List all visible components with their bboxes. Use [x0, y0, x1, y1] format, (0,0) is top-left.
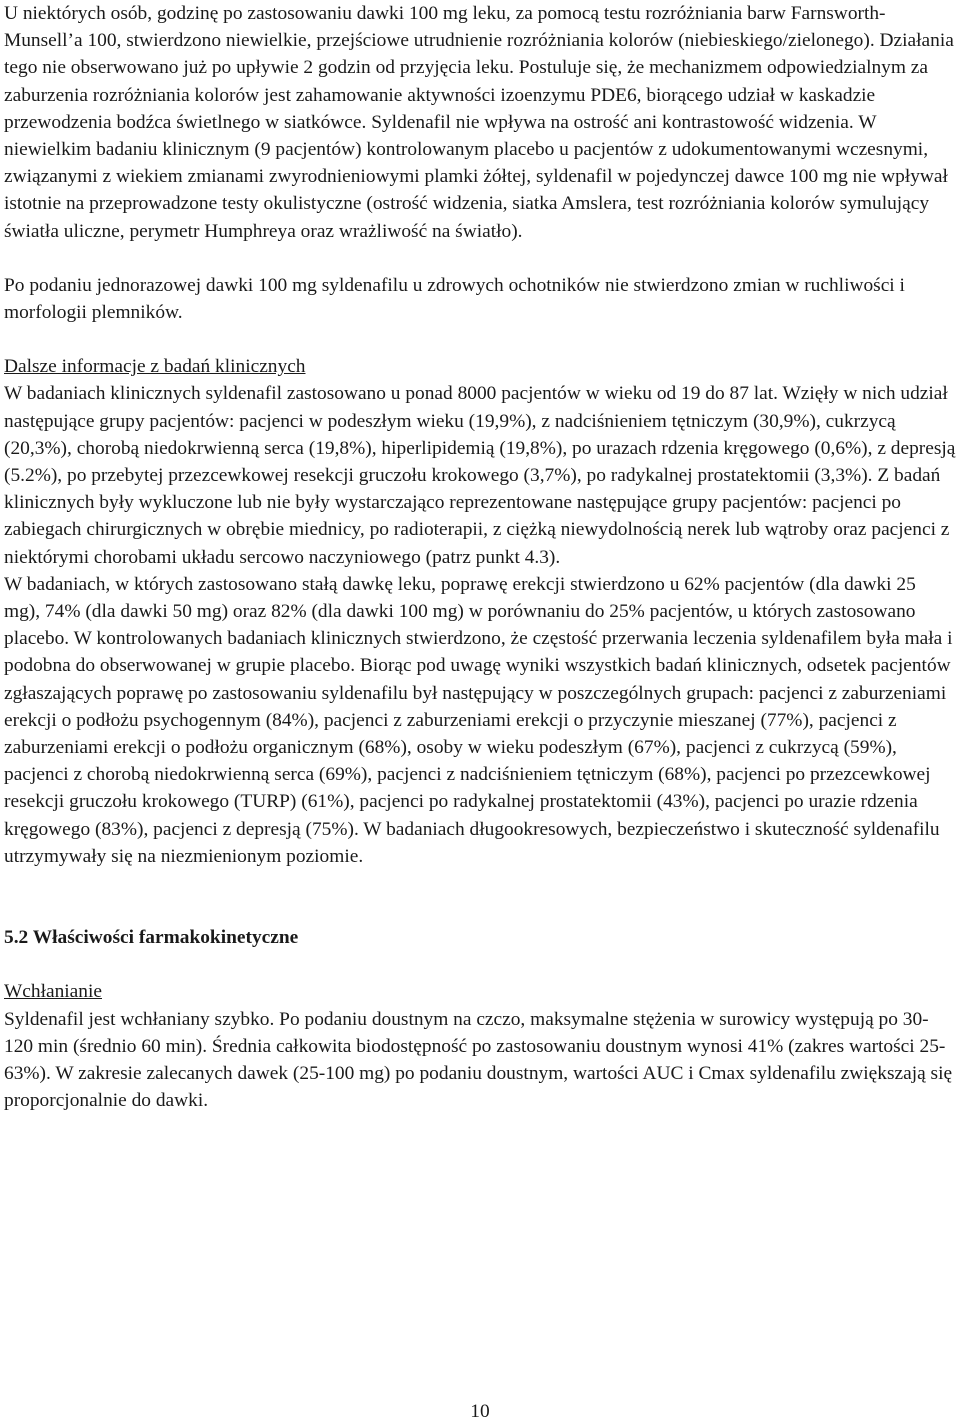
subheading-absorption: Wchłanianie — [4, 981, 102, 1003]
paragraph-color-vision: U niektórych osób, godzinę po zastosowaniu dawki 100 mg leku, za pomocą testu rozróżniania barw Farnsworth-Munsell’a 100, stwierdzono niewielkie, przejściowe utrudnienie rozróżniania kolorów (niebieskiego/zielonego). Działania tego nie obserwowano już po upływie 2 godzin od przyjęcia leku. Postuluje się, że mechanizmem odpowiedzialnym za zaburzenia rozróżniania kolorów jest zahamowanie aktywności izoenzymu PDE6, biorącego udział w kaskadzie przewodzenia bodźca świetlnego w siatkówce. Syldenafil nie wpływa na ostrość ani kontrastowość widzenia. W niewielkim badaniu klinicznym (9 pacjentów) kontrolowanym placebo u pacjentów z udokumentowanymi wczesnymi, związanymi z wiekiem zmianami zwyrodnieniowymi plamki żółtej, syldenafil w pojedynczej dawce 100 mg nie wpływał istotnie na przeprowadzone testy okulistyczne (ostrość widzenia, siatka Amslera, test rozróżniania kolorów symulujący światła uliczne, perymetr Humphreya oraz wrażliwość na światło). — [4, 3, 954, 242]
section-heading-pharmacokinetics: 5.2 Właściwości farmakokinetyczne — [4, 927, 299, 949]
subheading-clinical-info: Dalsze informacje z badań klinicznych — [4, 356, 306, 378]
paragraph-clinical-groups: W badaniach klinicznych syldenafil zastosowano u ponad 8000 pacjentów w wieku od 19 do 87 lat. Wzięły w nich udział następujące grupy pacjentów: pacjenci w podeszłym wieku (19,9%), z nadciśnieniem tętniczym (30,9%), cukrzycą (20,3%), chorobą niedokrwienną serca (19,8%), hiperlipidemią (19,8%), po urazach rdzenia kręgowego (0,6%), z depresją (5.2%), po przebytej przezcewkowej resekcji gruczołu krokowego (3,7%), po radykalnej prostatektomii (3,3%). Z badań klinicznych były wykluczone lub nie były wystarczająco reprezentowane następujące grupy pacjentów: pacjenci po zabiegach chirurgicznych w obrębie miednicy, po radioterapii, z ciężką niewydolnością nerek lub wątroby oraz pacjenci z niektórymi chorobami układu sercowo naczyniowego (patrz punkt 4.3). — [4, 383, 956, 568]
page-number: 10 — [470, 1401, 490, 1422]
document-page — [4, 0, 956, 1114]
paragraph-absorption: Syldenafil jest wchłaniany szybko. Po podaniu doustnym na czczo, maksymalne stężenia w surowicy występują po 30-120 min (średnio 60 min). Średnia całkowita biodostępność po zastosowaniu doustnym wynosi 41% (zakres wartości 25-63%). W zakresie zalecanych dawek (25-100 mg) po podaniu doustnym, wartości AUC i Cmax syldenafilu zwiększają się proporcjonalnie do dawki. — [4, 1008, 953, 1112]
paragraph-sperm-motility: Po podaniu jednorazowej dawki 100 mg syldenafilu u zdrowych ochotników nie stwierdzono zmian w ruchliwości i morfologii plemników. — [4, 274, 905, 324]
paragraph-spacer — [4, 951, 956, 978]
paragraph-spacer — [4, 326, 956, 353]
paragraph-erection-results: W badaniach, w których zastosowano stałą dawkę leku, poprawę erekcji stwierdzono u 62% pacjentów (dla dawki 25 mg), 74% (dla dawki 50 mg) oraz 82% (dla dawki 100 mg) w porównaniu do 25% pacjentów, u których zastosowano placebo. W kontrolowanych badaniach klinicznych stwierdzono, że częstość przerwania leczenia syldenafilem była mała i podobna do obserwowanej w grupie placebo. Biorąc pod uwagę wyniki wszystkich badań klinicznych, odsetek pacjentów zgłaszających poprawę po zastosowaniu syldenafilu był następujący w poszczególnych grupach: pacjenci z zaburzeniami erekcji o podłożu psychogennym (84%), pacjenci z zaburzeniami erekcji o przyczynie mieszanej (77%), pacjenci z zaburzeniami erekcji o podłożu organicznym (68%), osoby w wieku podeszłym (67%), pacjenci z cukrzycą (59%), pacjenci z chorobą niedokrwienną serca (69%), pacjenci z nadciśnieniem tętniczym (68%), pacjenci po przezcewkowej resekcji gruczołu krokowego (TURP) (61%), pacjenci po radykalnej prostatektomii (43%), pacjenci po urazie rdzenia kręgowego (83%), pacjenci z depresją (75%). W badaniach długookresowych, bezpieczeństwo i skuteczność syldenafilu utrzymywały się na niezmienionym poziomie. — [4, 573, 953, 867]
paragraph-spacer — [4, 245, 956, 272]
section-spacer — [4, 870, 956, 924]
